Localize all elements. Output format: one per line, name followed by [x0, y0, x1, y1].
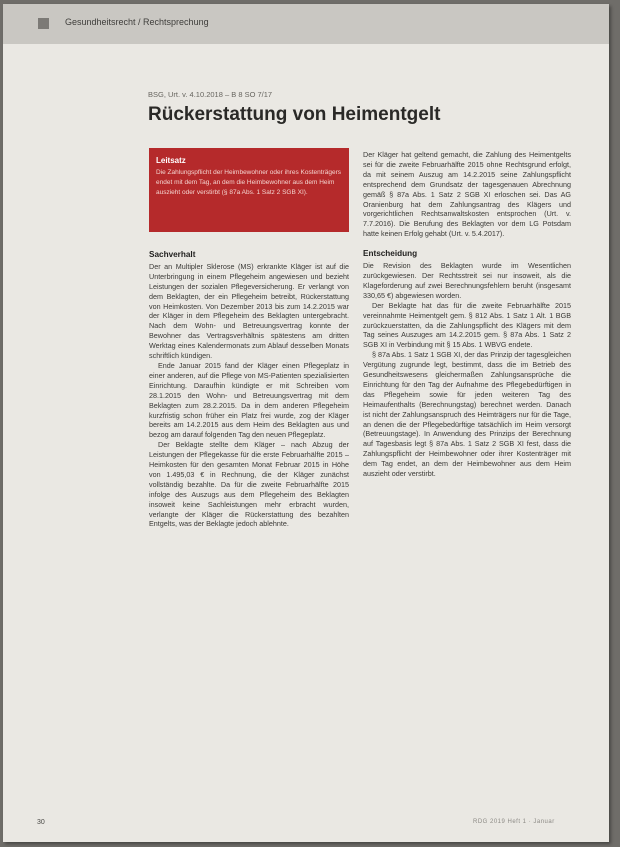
- sachverhalt-continuation: Der Kläger hat geltend gemacht, die Zahlung des Heimentgelts sei für die zweite Februarhälfte 2015 ohne Rechtsgrund erfolgt, da mit seinem Auszug am 14.2.2015 seine Zahlungspflicht entsprechend dem Grundsatz der tagesgenauen Abrechnung gemäß § 87a Abs. 1 Satz 2 SGB XI erloschen sei. Das AG Oranienburg hat dem Zahlungsantrag des Klägers und vorgerichtlichen Rechtsanwaltskosten entsprochen (Urt. v. 7.7.2016). Die Berufung des Beklagten vor dem LG Potsdam hatte keinen Erfolg gehabt (Urt. v. 5.4.2017).: [363, 150, 571, 239]
- entscheidung-paragraph: Der Beklagte hat das für die zweite Februarhälfte 2015 vereinnahmte Heimentgelt gem. § 812 Abs. 1 Satz 1 Alt. 1 BGB zurückzuerstatten, da die Zahlungspflicht des Klägers mit dem Tag seines Auszuges am 14.2.2015 gem. § 87a Abs. 1 Satz 2 SGB XI in Verbindung mit § 15 Abs. 1 WBVG endete.: [363, 300, 571, 350]
- left-column: [149, 250, 349, 529]
- leitsatz-text: Die Zahlungspflicht der Heimbewohner oder ihres Kostenträgers endet mit dem Tag, an dem die Heimbewohner aus dem Heim auszieht oder verstirbt (§ 87a Abs. 1 Satz 2 SGB XI).: [156, 169, 341, 196]
- sachverhalt-paragraph: Der an Multipler Sklerose (MS) erkrankte Kläger ist auf die Unterbringung in einem Pflegeheim angewiesen und bezieht Leistungen der sozialen Pflegeversicherung. Er verlangt von dem Beklagten, der ein Pflegeheim betreibt, Rückerstattung von Heimkosten. Von Dezember 2013 bis zum 14.2.2015 war der Kläger in dem Pflegeheim des Beklagten untergebracht. Nach dem Wohn- und Betreuungsvertrag konnte der Bewohner das Vertragsverhältnis spätestens am dritten Werktag eines Kalendermonats zum Ablauf desselben Monats schriftlich kündigen.: [149, 261, 349, 361]
- sachverhalt-paragraph: Der Beklagte stellte dem Kläger – nach Abzug der Leistungen der Pflegekasse für die erste Februarhälfte 2015 – Heimkosten für den gesamten Monat Februar 2015 in Höhe von 1.495,03 € in Rechnung, die der Kläger zunächst vollständig bezahlte. Da für die zweite Februarhälfte 2015 infolge des Auszugs aus dem Pflegeheim des Beklagten insoweit keine Sachleistungen mehr erbracht wurden, verlangte der Kläger die Rückerstattung des bezahlten Entgelts, was der Beklagte jedoch ablehnte.: [149, 440, 349, 529]
- sachverhalt-paragraph: Ende Januar 2015 fand der Kläger einen Pflegeplatz in einer anderen, auf die Pflege von MS-Patienten spezialisierten Einrichtung. Daraufhin kündigte er mit Schreiben vom 28.1.2015 den Wohn- und Betreuungsvertrag mit dem Beklagten zum 28.2.2015. Da in dem anderen Pflegeheim kurzfristig schon früher ein Platz frei wurde, zog der Kläger bereits am 14.2.2015 aus dem Heim des Beklagten aus und bezog am darauf folgenden Tag den neuen Pflegeplatz.: [149, 360, 349, 440]
- document-page: [3, 4, 609, 842]
- journal-footer: RDG 2019 Heft 1 · Januar: [473, 819, 555, 825]
- entscheidung-paragraph: Die Revision des Beklagten wurde im Wesentlichen zurückgewiesen. Der Rechtsstreit sei nur insoweit, als die Klageforderung auf zwei Berechnungsfehlern beruht (insgesamt 330,65 €) abgewiesen worden.: [363, 261, 571, 300]
- leitsatz-heading: Leitsatz: [156, 156, 186, 165]
- leitsatz-box: [149, 148, 349, 232]
- section-heading: Gesundheitsrecht / Rechtsprechung: [65, 17, 209, 27]
- entscheidung-paragraph: § 87a Abs. 1 Satz 1 SGB XI, der das Prinzip der tagesgleichen Vergütung zugrunde legt, bestimmt, dass die im Betrieb des Gesundheitswesens gleichermaßen Zahlungsansprüche die Einrichtung für den Tag der Aufnahme des Pflegebedürftigen in das Pflegeheim sowie für jeden weiteren Tag des Heimaufenthalts (Berechnungstag) berechnet werden. Danach ist nicht der Zahlungsanspruch des Heimträgers nur für die Tage, an denen die der Pflegebedürftige tatsächlich im Heim versorgt (Betreuungstage). In Anwendung des Prinzips der Berechnung auf Tagesbasis legt § 87a Abs. 1 Satz 2 SGB XI fest, dass die Zahlungspflicht der Heimbewohner oder ihrer Kostenträger mit dem Tag endet, an dem der Heimbewohner aus dem Heim auszieht oder verstirbt.: [363, 350, 571, 479]
- court-citation: BSG, Urt. v. 4.10.2018 – B 8 SO 7/17: [148, 90, 273, 99]
- header-bar: [3, 4, 609, 44]
- sachverhalt-heading: Sachverhalt: [149, 250, 196, 259]
- article-title: Rückerstattung von Heimentgelt: [148, 104, 441, 125]
- section-marker: [38, 18, 49, 29]
- right-column: [363, 150, 571, 479]
- entscheidung-heading: Entscheidung: [363, 249, 418, 259]
- page-number: 30: [37, 819, 45, 826]
